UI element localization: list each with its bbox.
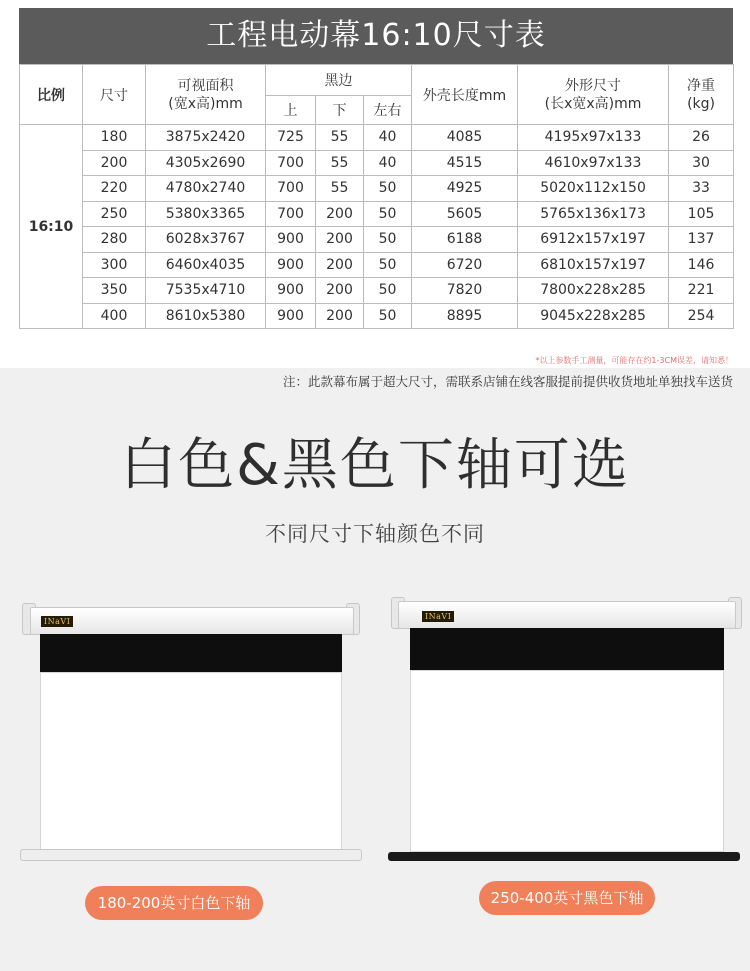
cell-top: 725 xyxy=(266,125,316,151)
cell-outer: 5765x136x173 xyxy=(518,201,669,227)
bottom-axis-bar xyxy=(388,852,740,861)
spec-table-body xyxy=(20,125,734,329)
cell-area: 8610x5380 xyxy=(146,303,266,329)
notes xyxy=(0,355,733,393)
cell-size: 350 xyxy=(83,278,146,304)
cell-outer: 6810x157x197 xyxy=(518,252,669,278)
cell-outer: 6912x157x197 xyxy=(518,227,669,253)
cell-size: 220 xyxy=(83,176,146,202)
cell-weight: 146 xyxy=(669,252,734,278)
header-outer-line2: (长x宽x高)mm xyxy=(544,95,642,112)
header-ratio: 比例 xyxy=(20,65,83,125)
cell-weight: 30 xyxy=(669,150,734,176)
cell-side: 50 xyxy=(364,227,412,253)
cell-area: 6460x4035 xyxy=(146,252,266,278)
black-drop-border xyxy=(40,634,342,672)
header-border-side: 左右 xyxy=(364,96,412,125)
cell-case: 4515 xyxy=(412,150,518,176)
cell-size: 300 xyxy=(83,252,146,278)
cell-top: 700 xyxy=(266,176,316,202)
cell-top: 900 xyxy=(266,227,316,253)
cell-weight: 221 xyxy=(669,278,734,304)
table-row xyxy=(20,227,734,253)
header-weight-line2: (kg) xyxy=(687,95,715,112)
header-view-area-line2: (宽x高)mm xyxy=(168,95,243,112)
projection-surface xyxy=(40,672,342,850)
section-subline: 不同尺寸下轴颜色不同 xyxy=(265,522,485,546)
cell-top: 900 xyxy=(266,252,316,278)
table-row xyxy=(20,150,734,176)
cell-top: 900 xyxy=(266,278,316,304)
cell-case: 5605 xyxy=(412,201,518,227)
cell-area: 3875x2420 xyxy=(146,125,266,151)
cell-outer: 4610x97x133 xyxy=(518,150,669,176)
cell-weight: 137 xyxy=(669,227,734,253)
cell-weight: 26 xyxy=(669,125,734,151)
black-drop-border xyxy=(410,628,724,670)
cell-size: 400 xyxy=(83,303,146,329)
brand-logo: INaVI xyxy=(41,616,73,627)
caption-black-axis: 250-400英寸黑色下轴 xyxy=(479,881,655,915)
cell-bottom: 200 xyxy=(316,201,364,227)
cell-side: 50 xyxy=(364,303,412,329)
cell-outer: 4195x97x133 xyxy=(518,125,669,151)
cell-bottom: 200 xyxy=(316,227,364,253)
projection-surface xyxy=(410,670,724,852)
cell-area: 4780x2740 xyxy=(146,176,266,202)
brand-logo: INaVI xyxy=(422,611,454,622)
cell-case: 4925 xyxy=(412,176,518,202)
page-title: 工程电动幕16:10尺寸表 xyxy=(19,8,733,64)
cell-bottom: 200 xyxy=(316,278,364,304)
cell-bottom: 55 xyxy=(316,125,364,151)
header-size: 尺寸 xyxy=(83,65,146,125)
cell-side: 40 xyxy=(364,150,412,176)
cell-outer: 5020x112x150 xyxy=(518,176,669,202)
screen-case xyxy=(30,607,354,635)
cell-top: 700 xyxy=(266,150,316,176)
table-row xyxy=(20,201,734,227)
cell-case: 4085 xyxy=(412,125,518,151)
cell-area: 5380x3365 xyxy=(146,201,266,227)
cell-top: 900 xyxy=(266,303,316,329)
table-row xyxy=(20,176,734,202)
cell-bottom: 200 xyxy=(316,303,364,329)
cell-size: 280 xyxy=(83,227,146,253)
cell-side: 50 xyxy=(364,278,412,304)
cell-size: 250 xyxy=(83,201,146,227)
header-outer-line1: 外形尺寸 xyxy=(565,77,622,94)
table-row xyxy=(20,252,734,278)
cell-area: 6028x3767 xyxy=(146,227,266,253)
cell-size: 180 xyxy=(83,125,146,151)
header-weight xyxy=(669,65,734,125)
table-row xyxy=(20,125,734,151)
cell-weight: 33 xyxy=(669,176,734,202)
cell-bottom: 200 xyxy=(316,252,364,278)
header-view-area-line1: 可视面积 xyxy=(177,77,234,94)
cell-area: 4305x2690 xyxy=(146,150,266,176)
cell-bottom: 55 xyxy=(316,150,364,176)
cell-size: 200 xyxy=(83,150,146,176)
cell-case: 6188 xyxy=(412,227,518,253)
header-weight-line1: 净重 xyxy=(687,77,716,94)
ratio-cell: 16:10 xyxy=(20,125,83,329)
cell-weight: 105 xyxy=(669,201,734,227)
cell-area: 7535x4710 xyxy=(146,278,266,304)
measurement-note: *以上参数手工测量，可能存在约1-3CM误差，请知悉！ xyxy=(535,356,733,365)
section-headline: 白色&黑色下轴可选 xyxy=(120,433,630,498)
cell-side: 50 xyxy=(364,176,412,202)
cell-side: 40 xyxy=(364,125,412,151)
table-row xyxy=(20,278,734,304)
cell-side: 50 xyxy=(364,201,412,227)
cell-bottom: 55 xyxy=(316,176,364,202)
cell-case: 7820 xyxy=(412,278,518,304)
shipping-note: 注：此款幕布属于超大尺寸，需联系店铺在线客服提前提供收货地址单独找车送货 xyxy=(282,374,733,389)
cell-weight: 254 xyxy=(669,303,734,329)
spec-table xyxy=(19,64,734,329)
header-border-top: 上 xyxy=(266,96,316,125)
cell-top: 700 xyxy=(266,201,316,227)
header-border: 黑边 xyxy=(266,65,412,96)
table-row xyxy=(20,303,734,329)
cell-outer: 7800x228x285 xyxy=(518,278,669,304)
cell-case: 8895 xyxy=(412,303,518,329)
header-view-area xyxy=(146,65,266,125)
cell-side: 50 xyxy=(364,252,412,278)
caption-white-axis: 180-200英寸白色下轴 xyxy=(85,886,263,920)
cell-case: 6720 xyxy=(412,252,518,278)
header-case-length: 外壳长度mm xyxy=(412,65,518,125)
header-border-bottom: 下 xyxy=(316,96,364,125)
cell-outer: 9045x228x285 xyxy=(518,303,669,329)
bottom-axis-bar xyxy=(20,849,362,861)
header-outer-size xyxy=(518,65,669,125)
